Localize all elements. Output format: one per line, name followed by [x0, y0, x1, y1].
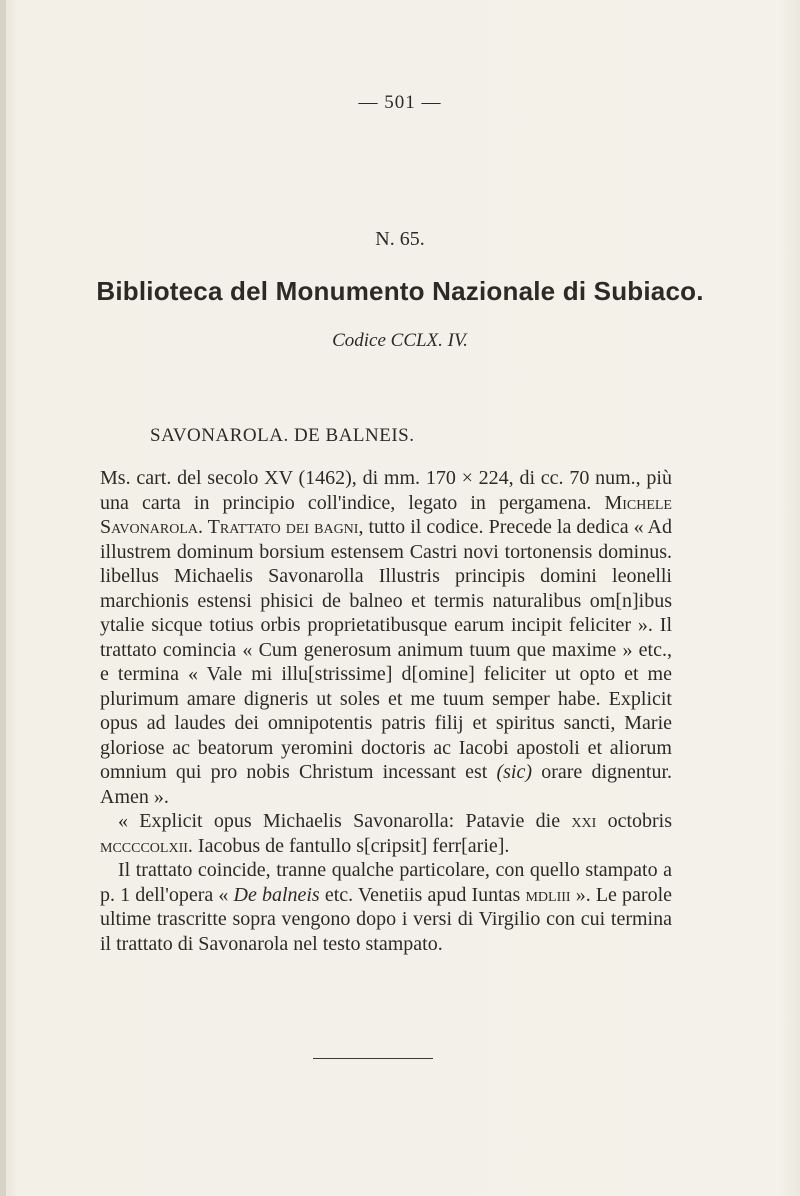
paragraph-description — [100, 466, 672, 809]
date-smallcaps: xxi — [571, 810, 597, 832]
text-run: « Explicit opus Michaelis Savonarolla: Patavie die — [118, 810, 572, 832]
description-text — [100, 466, 672, 956]
page-edge — [0, 0, 6, 1196]
entry-number: N. 65. — [375, 228, 425, 250]
work-title: SAVONAROLA. DE BALNEIS. — [150, 425, 415, 446]
edition-year-smallcaps: mdliii — [525, 883, 571, 906]
text-run: Il trattato coincide, tranne qualche particolare, con quello stampato a p. 1 dell'opera « — [100, 859, 672, 906]
library-title: Biblioteca del Monumento Nazionale di Subiaco. — [96, 276, 704, 306]
page-number: — 501 — — [358, 92, 442, 113]
separator-rule — [313, 1058, 433, 1059]
paragraph-colophon — [100, 809, 672, 858]
text-run: orare dignentur. Amen ». — [100, 761, 672, 808]
paragraph-comparison — [100, 858, 672, 956]
text-run: Ms. cart. del secolo XV (1462), di mm. 170 × 224, di cc. 70 num., più una carta in principio coll'indice, legato in pergamena. — [100, 467, 672, 514]
text-run: etc. Venetiis apud Iuntas — [319, 883, 526, 906]
codex-heading: Codice CCLX. IV. — [332, 330, 468, 351]
text-run: Iacobus de fantullo s[cripsit] ferr[arie]. — [192, 834, 510, 857]
work-title-italic: De balneis — [233, 883, 320, 906]
author-title-smallcaps: Michele Savonarola. Trattato dei bagni, — [100, 491, 672, 538]
text-run: ». Le parole ultime trascritte sopra vengono dopo i versi di Virgilio con cui termina il trattato di Savonarola nel testo stampato. — [100, 883, 673, 955]
text-run: octobris — [596, 810, 673, 832]
text-run: tutto il codice. Precede la dedica « Ad illustrem dominum borsium estensem Castri novi tortonensis dominus. libellus Michaelis Savonarolla Illustris principis domini leonelli marchionis estensi phisici de balneo et termis naturalibus om[n]ibus ytalie sicque totius orbis proprietatibusque earum incipit feliciter ». Il trattato comincia « Cum generosum animum tuum que maxime » etc., e termina « Vale mi illu[strissime] d[omine] feliciter ut opto et me plurimum amare digneris ut soles et me tuum semper habe. Explicit opus ad laudes dei omnipotentis patris filij et spiritus sancti, Marie gloriose ac beatorum yeromini doctoris ac Iacobi apostoli et aliorum omnium qui pro nobis Christum incessant est — [100, 516, 672, 783]
sic-italic: (sic) — [496, 761, 533, 783]
year-smallcaps: mccccolxii. — [100, 834, 193, 857]
